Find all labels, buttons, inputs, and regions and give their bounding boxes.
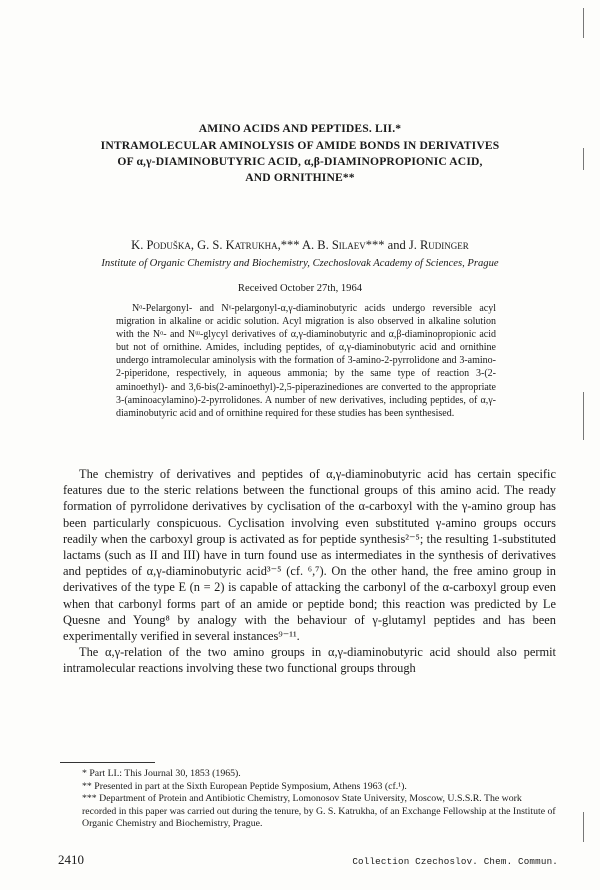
scan-edge-mark (583, 148, 584, 170)
footnotes (60, 768, 556, 831)
footnote-rule (60, 762, 155, 763)
page-number: 2410 (58, 852, 84, 867)
title-line-3: OF α,γ-DIAMINOBUTYRIC ACID, α,β-DIAMINOPROPIONIC ACID, (117, 155, 483, 168)
institution: Institute of Organic Chemistry and Biochemistry, Czechoslovak Academy of Sciences, Prague (101, 258, 499, 269)
abstract: Nᵅ-Pelargonyl- and Nᵞ-pelargonyl-α,γ-diaminobutyric acids undergo reversible acyl migration in alkaline or acidic solution. Acyl migration is also observed in alkaline solution with the Nᵅ- and Nᵚ-glycyl derivatives of α,γ-diaminobutyric and α,β-diaminopropionic acid but not of ornithine. Amides, including peptides, of α,γ-diaminobutyric acid and ornithine undergo intramolecular aminolysis with the formation of 3-amino-2-pyrrolidone and 3-amino-2-piperidone, respectively, in aqueous ammonia; by the same type of reaction 3-(2-aminoethyl)- and 3,6-bis(2-aminoethyl)-2,5-piperazinediones are converted to the appropriate 3-(aminoacylamino)-2-pyrrolidones. A number of new derivatives, including peptides, of α,γ-diaminobutyric acid and of ornithine required for these studies has been synthesised. (116, 303, 496, 419)
scan-edge-mark (583, 8, 584, 38)
main-text (63, 466, 556, 677)
footnote-2: ** Presented in part at the Sixth European Peptide Symposium, Athens 1963 (cf.¹). (82, 780, 407, 792)
journal-name: Collection Czechoslov. Chem. Commun. (352, 856, 558, 867)
author-list (40, 238, 560, 253)
title-line-4: AND ORNITHINE** (245, 171, 355, 184)
footnote-3: *** Department of Protein and Antibiotic Chemistry, Lomonosov State University, Moscow, U.S.S.R. The work recorded in this paper was carried out during the tenure, by G. S. Katrukha, of an Exchange Fellowship at the Institute of Organic Chemistry and Biochemistry, Prague. (82, 793, 556, 830)
author-conjunction: and (384, 238, 409, 252)
scan-edge-mark (583, 812, 584, 842)
paragraph-1: The chemistry of derivatives and peptides of α,γ-diaminobutyric acid has certain specific features due to the steric relations between the functional groups of this amino acid. The ready formation of pyrrolidone derivatives by cyclisation of the α-carboxyl with the γ-amino group has been particularly conspicuous. Cyclisation involving even substituted γ-amino groups occurs readily when the carboxyl group is activated as for peptide synthesis²⁻⁵; the resulting 1-substituted lactams (such as II and III) have in turn found use as intermediates in the synthesis of derivatives and peptides of α,γ-diaminobutyric acid³⁻⁵ (cf. ⁶,⁷). On the other hand, the free amino group in derivatives of the type E (n = 2) is capable of attacking the carbonyl of the α-carboxyl group even when that carbonyl forms part of an amide or peptide bond; this reaction was predicted by Le Quesne and Young⁸ by analogy with the behaviour of γ-glutamyl peptides and has been experimentally verified in several instances⁹⁻¹¹. (63, 467, 556, 644)
title-line-2: INTRAMOLECULAR AMINOLYSIS OF AMIDE BONDS IN DERIVATIVES (100, 139, 500, 152)
author-silaev: A. B. Silaev*** (301, 238, 385, 252)
author-poduska: K. Poduška, (131, 238, 195, 252)
received-date: Received October 27th, 1964 (237, 283, 363, 294)
paragraph-2: The α,γ-relation of the two amino groups in α,γ-diaminobutyric acid should also permit intramolecular reactions involving these two functional groups through (63, 645, 556, 676)
title-line-1: AMINO ACIDS AND PEPTIDES. LII.* (198, 122, 402, 135)
author-rudinger: J. Rudinger (408, 238, 469, 252)
scan-edge-mark (583, 392, 584, 440)
footnote-1: * Part LI.: This Journal 30, 1853 (1965). (82, 768, 241, 779)
author-katrukha: G. S. Katrukha,*** (194, 238, 302, 252)
